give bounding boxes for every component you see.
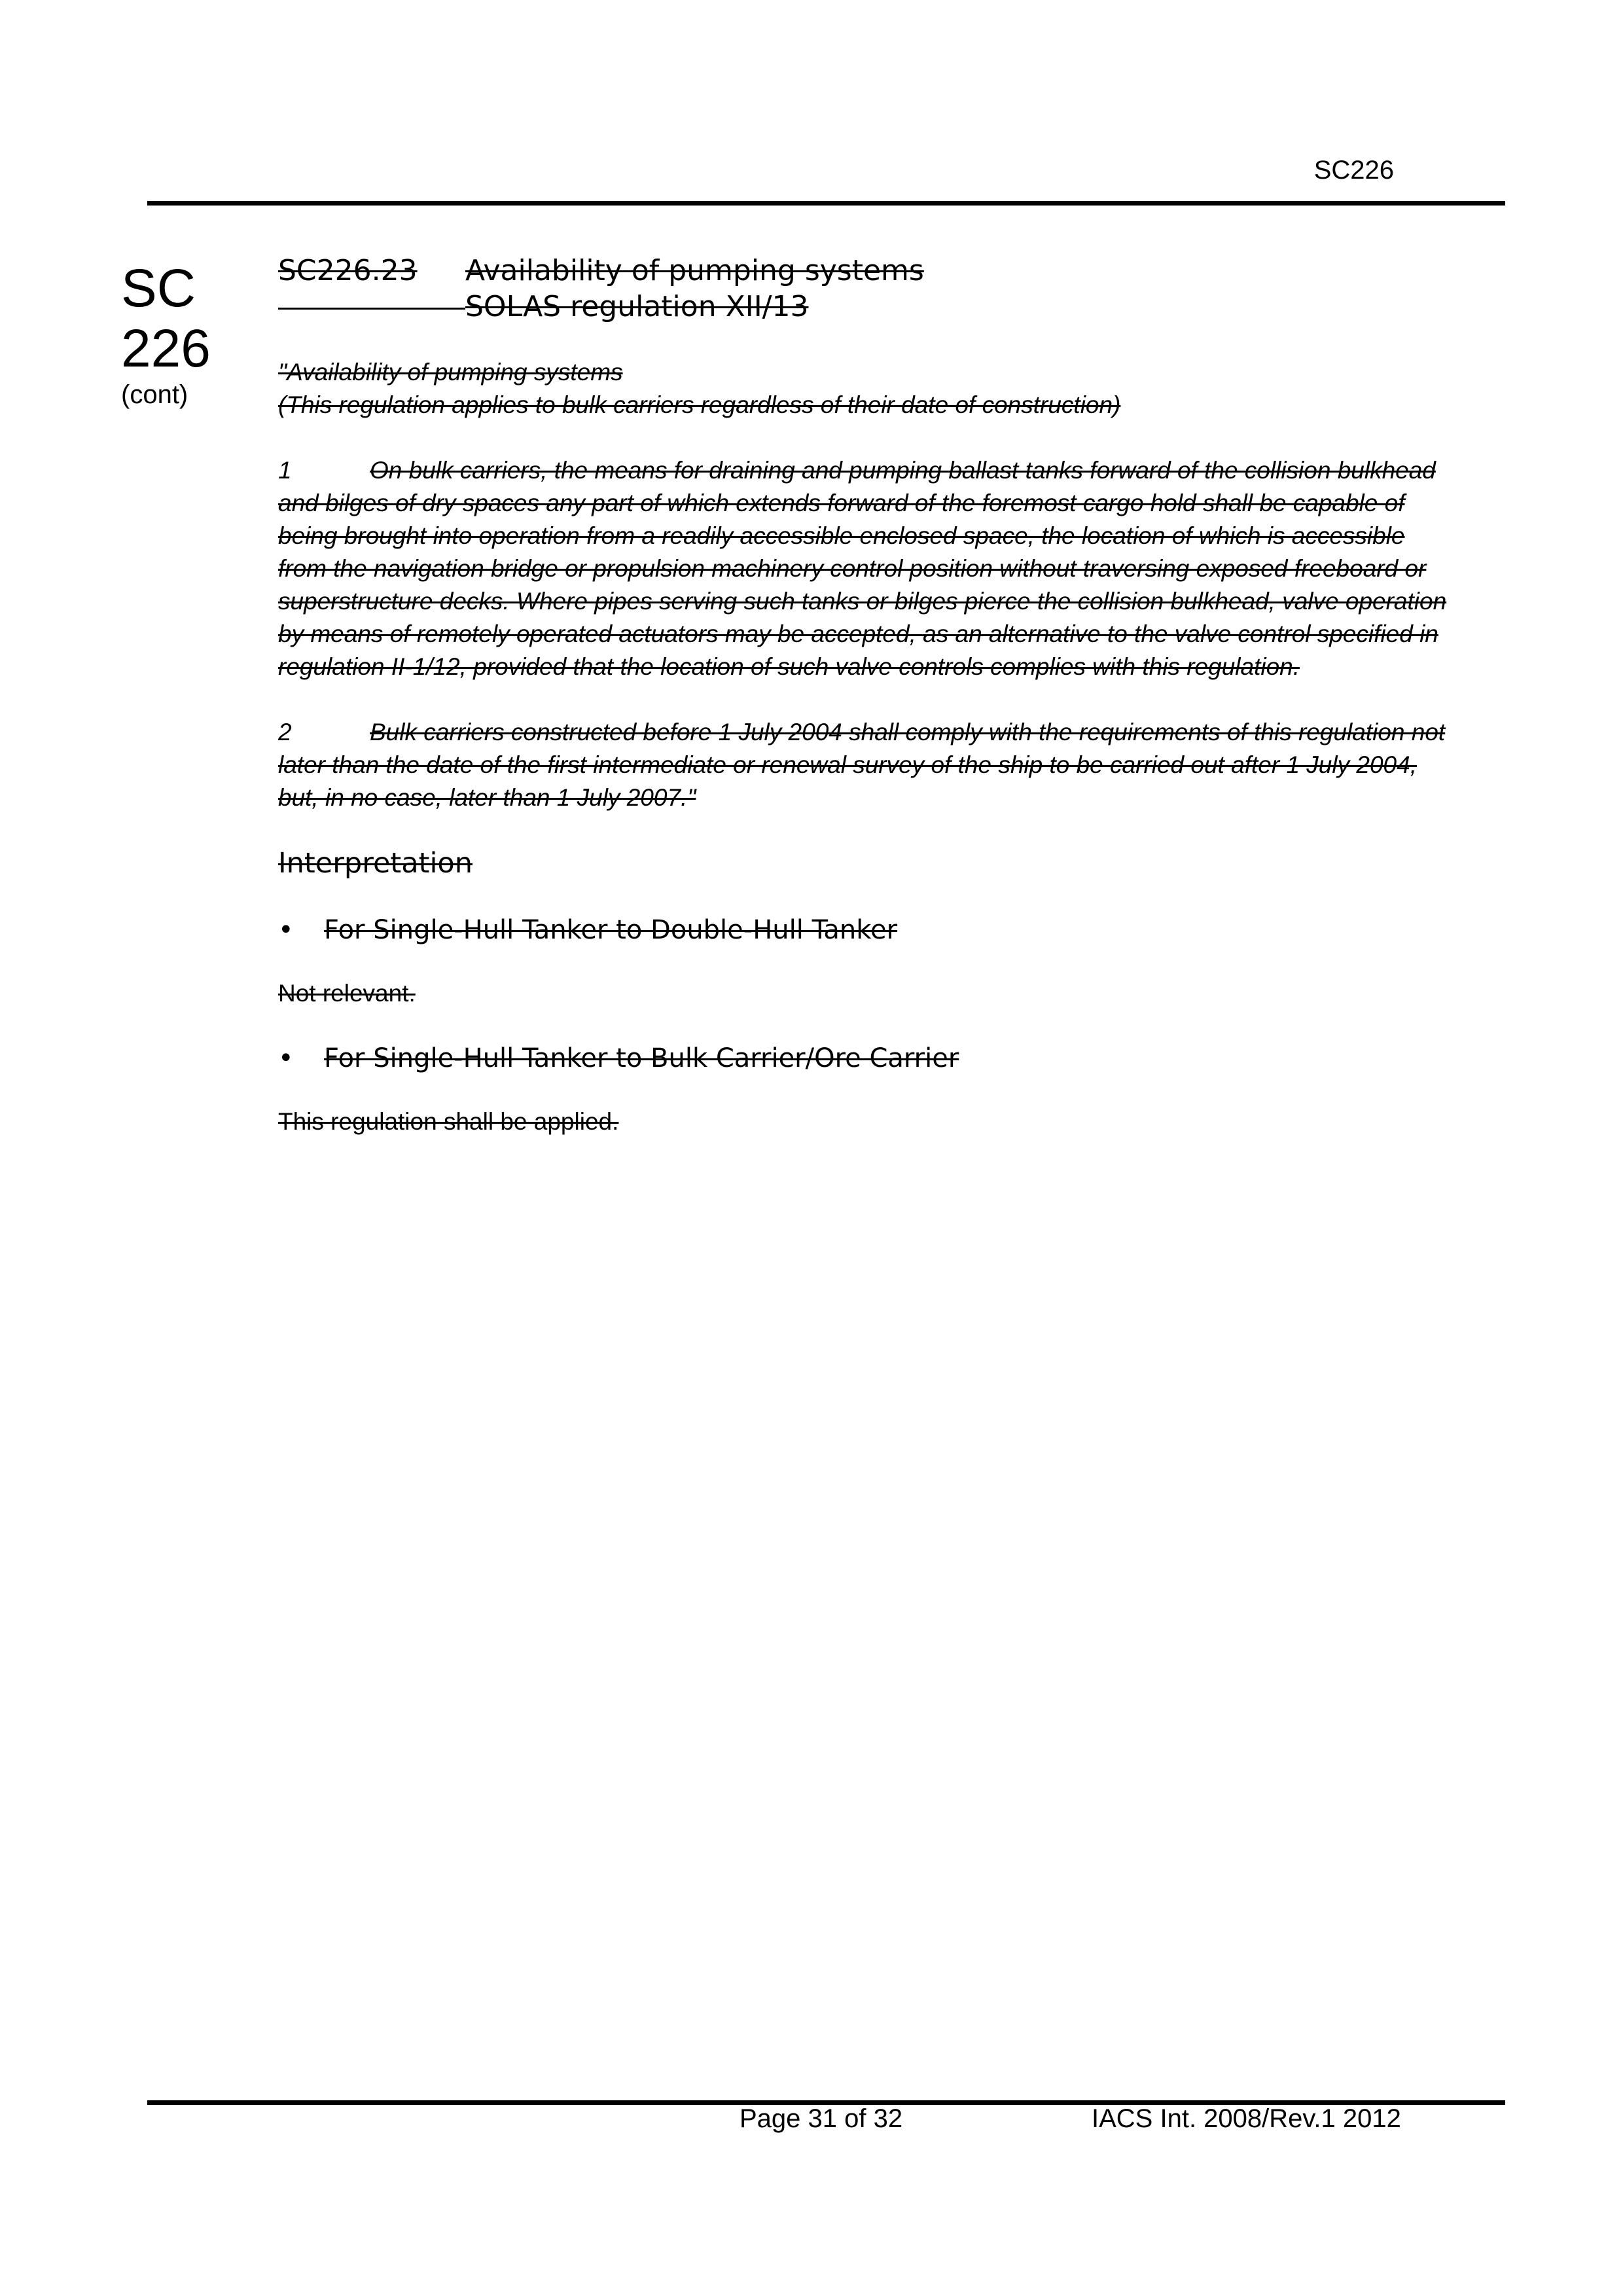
footer-page-number: Page 31 of 32 <box>740 2104 903 2133</box>
footer-reference: IACS Int. 2008/Rev.1 2012 <box>1092 2104 1401 2133</box>
margin-label-sc: SC <box>121 259 196 318</box>
interpretation-item-1-heading <box>278 913 1453 947</box>
interpretation-item-2-label: For Single-Hull Tanker to Bulk Carrier/Ore Carrier <box>324 1043 959 1073</box>
interpretation-item-2-heading <box>278 1041 1453 1075</box>
paragraph-1 <box>278 454 1453 683</box>
interpretation-item-2-text: This regulation shall be applied. <box>278 1108 619 1135</box>
bullet-icon: • <box>278 1043 294 1073</box>
document-body <box>278 253 1453 1138</box>
section-subtitle: SOLAS regulation XII/13 <box>465 290 809 323</box>
section-title: Availability of pumping systems <box>465 254 924 287</box>
margin-label-cont: (cont) <box>121 380 188 409</box>
paragraph-2 <box>278 716 1453 814</box>
quote-scope: (This regulation applies to bulk carriers regardless of their date of construction) <box>278 391 1121 418</box>
margin-label-number: 226 <box>121 319 211 378</box>
paragraph-2-text: Bulk carriers constructed before 1 July 2004 shall comply with the requirements of this regulation not later than the date of the first intermediate or renewal survey of the ship to be carried out after 1 July 2004, but, in no case, later than 1 July 2007." <box>278 719 1446 811</box>
quote-title: "Availability of pumping systems <box>278 359 623 386</box>
header-code: SC226 <box>1313 156 1394 185</box>
paragraph-1-number: 1 <box>278 457 292 484</box>
section-number: SC226.23 <box>278 254 418 287</box>
paragraph-1-text: On bulk carriers, the means for draining and pumping ballast tanks forward of the collision bulkhead and bilges of dry spaces any part of which extends forward of the foremost cargo hold shall be capable of being brought into operation from a readily accessible enclosed space, the location of which is accessible from the navigation bridge or propulsion machinery control position without traversing exposed freeboard or superstructure decks. Where pipes serving such tanks or bilges pierce the collision bulkhead, valve operation by means of remotely operated actuators may be accepted, as an alternative to the valve control specified in regulation II-1/12, provided that the location of such valve controls complies with this regulation. <box>278 457 1447 680</box>
section-indent-line <box>278 308 465 310</box>
interpretation-item-1-label: For Single-Hull Tanker to Double-Hull Tanker <box>324 915 898 945</box>
paragraph-2-number: 2 <box>278 719 292 745</box>
bullet-icon: • <box>278 915 294 945</box>
interpretation-title: Interpretation <box>278 847 473 880</box>
margin-label <box>121 259 226 410</box>
regulation-quote-header <box>278 356 1453 422</box>
header-rule <box>147 201 1505 206</box>
interpretation-item-1-text: Not relevant. <box>278 980 416 1007</box>
section-heading <box>278 253 1453 325</box>
